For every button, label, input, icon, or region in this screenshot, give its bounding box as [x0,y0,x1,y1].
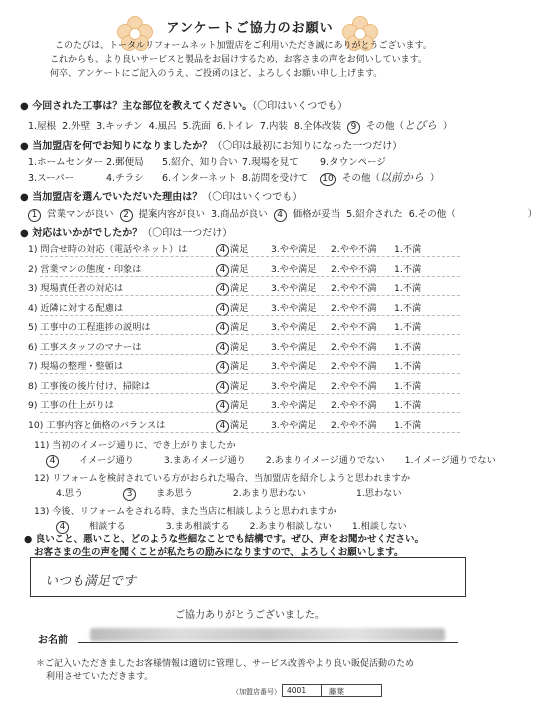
rating-option[interactable]: 1.不満 [394,302,422,314]
rating-question: 3) 現場責任者の対応は [28,283,124,294]
rating-question: 2) 営業マンの態度・印象は [28,263,142,275]
rating-question: 1) 問合せ時の対応（電話やネット）は [28,244,188,255]
rating-option[interactable]: 3.やや満足 [271,419,317,431]
rating-option[interactable]: 3.やや満足 [271,380,317,392]
row-separator [40,393,460,394]
rating-option[interactable]: 3.やや満足 [271,361,317,372]
rating-option[interactable]: 3.やや満足 [271,283,317,294]
row-separator [40,315,460,316]
circled-mark: 4 [216,342,229,355]
store-number: 4001 [287,686,307,695]
name-underline [78,642,458,643]
thanks-text: ご協力ありがとうございました。 [175,610,325,621]
intro-line: このたびは、トータルリフォームネット加盟店をご利用いただき誠にありがとうございます。 [55,41,432,51]
circled-mark: 4 [216,303,229,316]
name-field-redacted[interactable] [90,628,445,641]
q1-option[interactable]: 7.内装 [259,121,288,132]
question-4: ● 対応はいかがでしたか？（〇印は一つだけ） [20,228,233,239]
comment-prompt: お客さまの生の声を聞くことが私たちの励みになりますので、よろしくお願いします。 [34,547,404,558]
rating-option[interactable]: 2.やや不満 [331,400,377,411]
rating-option[interactable]: 4 満足 [216,358,248,374]
circled-mark: 4 [216,322,229,335]
rating-option[interactable]: 4 満足 [216,417,248,433]
circled-mark[interactable]: 4 [56,521,69,534]
rating-question: 7) 現場の整理・整頓は [28,361,124,372]
rating-option[interactable]: 3.やや満足 [271,400,317,411]
rating-option[interactable]: 4 満足 [216,397,248,413]
name-label: お名前 [38,635,68,646]
q2-option[interactable]: 3.スーパー [28,173,75,184]
q1-option[interactable]: 1.屋根 [28,121,57,132]
rating-option[interactable]: 1.不満 [394,283,422,294]
row-separator [40,334,460,335]
rating-option[interactable]: 1.不満 [394,244,422,255]
rating-option[interactable]: 1.不満 [394,263,422,275]
circled-mark[interactable]: 3 [123,488,136,501]
q13-options: 4 相談する 3.まあ相談する 2.あまり相談しない 1.相談しない [56,518,427,534]
privacy-note: ＊ご記入いただきましたお客様情報は適切に管理し、サービス改善やより良い販促活動のため [36,659,415,669]
q1-options: 1.屋根 2.外壁 3.キッチン 4.風呂 5.洗面 6.トイレ 7.内装 8.全体改装 9 その他（とびら ） [28,119,453,132]
row-separator [40,354,460,355]
handwritten-comment: いつも満足です [45,574,137,589]
q2-option[interactable]: 2.郵便局 [106,157,144,168]
rating-option[interactable]: 2.やや不満 [331,322,377,333]
rating-option[interactable]: 2.やや不満 [331,380,377,392]
row-separator [40,276,460,277]
rating-option[interactable]: 3.やや満足 [271,341,317,353]
rating-option[interactable]: 3.やや満足 [271,302,317,314]
privacy-note: 利用させていただきます。 [46,672,154,682]
rating-question: 6) 工事スタッフのマナーは [28,341,142,353]
q2-options-row1 [28,154,392,168]
rating-option[interactable]: 2.やや不満 [331,361,377,372]
q2-option-other[interactable]: その他（ [342,173,381,184]
question-1: ● 今回された工事は？主な部位を教えてください。（〇印はいくつでも） [20,101,348,112]
q1-option[interactable]: 8.全体改装 [293,121,341,132]
circled-mark: 4 [216,244,229,257]
row-separator [40,373,460,374]
q1-option[interactable]: 3.キッチン [96,121,143,132]
store-number-box [282,684,382,697]
handwritten-answer: 以前から [380,171,425,184]
question-3: ● 当加盟店を選んでいただいた理由は？（〇印はいくつでも） [20,192,303,203]
circled-mark[interactable]: 4 [274,209,287,222]
rating-option[interactable]: 1.不満 [394,380,422,392]
rating-question: 8) 工事後の後片付け、掃除は [28,380,151,392]
circled-mark: 4 [216,361,229,374]
page-title: アンケートご協力のお願い [166,21,334,36]
row-separator [40,256,460,257]
rating-option[interactable]: 4 満足 [216,280,248,296]
question-2: ● 当加盟店を何でお知りになりましたか？（〇印は最初にお知りになった一つだけ） [20,141,403,152]
q12-options: 4.思う 3 まあ思う 2.あまり思わない 1.思わない [56,488,402,499]
rating-option[interactable]: 4 満足 [216,378,248,394]
rating-option[interactable]: 1.不満 [394,400,422,411]
rating-option[interactable]: 2.やや不満 [331,302,377,314]
rating-option[interactable]: 1.不満 [394,419,422,431]
intro-line: 何卒、アンケートにご記入のうえ、ご投函のほど、よろしくお願い申し上げます。 [50,69,383,79]
rating-option[interactable]: 3.やや満足 [271,263,317,275]
rating-option[interactable]: 1.不満 [394,341,422,353]
q3-option[interactable]: 3.商品が良い [211,209,268,220]
q1-option[interactable]: 4.風呂 [148,121,177,132]
circled-mark[interactable]: 9 [347,121,360,134]
rating-option[interactable]: 2.やや不満 [331,263,377,275]
rating-question: 4) 近隣に対する配慮は [28,302,124,314]
question-13: 13) 今後、リフォームをされる時、また当店に相談しようと思われますか [34,506,337,517]
circled-mark: 4 [216,283,229,296]
rating-option[interactable]: 3.やや満足 [271,244,317,255]
row-separator [40,432,460,433]
q2-option[interactable]: 6.インターネット [162,173,237,184]
q11-options: 4 イメージ通り 3.まあイメージ通り 2.あまりイメージ通りでない 1.イメージ通りでない [46,452,516,468]
rating-option[interactable]: 2.やや不満 [331,341,377,353]
rating-option[interactable]: 4 満足 [216,261,248,277]
q1-option[interactable]: 6.トイレ [216,121,254,132]
q2-option[interactable]: 5.紹介、知り合い [162,157,238,168]
question-11: 11) 当初のイメージ通りに、でき上がりましたか [34,440,236,451]
q2-option[interactable]: 4.チラシ [106,173,144,184]
comment-prompt: ● 良いこと、悪いこと、どのような些細なことでも結構です。ぜひ、声をお聞かせください。 [24,534,424,545]
rating-option[interactable]: 2.やや不満 [331,283,377,294]
q2-option[interactable]: 7.現場を見て [242,157,299,168]
rating-option[interactable]: 3.やや満足 [271,322,317,333]
rating-option[interactable]: 4 満足 [216,300,248,316]
q1-option[interactable]: 5.洗面 [182,121,211,132]
rating-option[interactable]: 4 満足 [216,339,248,355]
q3-option[interactable]: 価格が妥当 [292,209,341,220]
q2-option[interactable]: 9.タウンページ [320,157,386,168]
q3-option[interactable]: 6.その他（ [408,209,456,220]
q2-options-row2: 3.スーパー 4.チラシ 6.インターネット 8.訪問を受けて 10 その他（以前から ） [28,171,440,184]
circled-mark[interactable]: 4 [46,455,59,468]
circled-mark[interactable]: 2 [120,209,133,222]
handwritten-answer: とびら [403,119,437,132]
rating-option[interactable]: 2.やや不満 [331,244,377,255]
q2-option[interactable]: 8.訪問を受けて [242,173,309,184]
circled-mark: 4 [216,400,229,413]
store-number-label: （加盟店番号） [232,688,281,696]
q1-option-other[interactable]: その他（ [365,121,404,132]
circled-mark[interactable]: 1 [28,209,41,222]
q3-option[interactable]: 提案内容が良い [138,209,206,220]
row-separator [40,295,460,296]
rating-option[interactable]: 4 満足 [216,241,248,257]
q3-option[interactable]: 5.紹介された [346,209,403,220]
rating-question: 5) 工事中の工程進捗の説明は [28,322,151,333]
row-separator [40,412,460,413]
q1-option[interactable]: 2.外壁 [62,121,91,132]
q3-option[interactable]: 営業マンが良い [47,209,114,220]
rating-option[interactable]: 4 満足 [216,319,248,335]
rating-option[interactable]: 1.不満 [394,322,422,333]
q3-options: 1 営業マンが良い 2 提案内容が良い 3.商品が良い 4 価格が妥当 5.紹介された 6.その他（ ） [28,206,543,222]
circled-mark[interactable]: 10 [320,173,336,186]
rating-question: 9) 工事の仕上がりは [28,400,114,411]
q2-option[interactable]: 1.ホームセンター [28,157,104,168]
store-name: 藤葉 [329,687,344,696]
rating-option[interactable]: 2.やや不満 [331,419,377,431]
question-12: 12) リフォームを検討されている方がおられた場合、当加盟店を紹介しようと思われますか [34,473,411,484]
rating-question: 10) 工事内容と価格のバランスは [28,419,166,431]
circled-mark: 4 [216,381,229,394]
circled-mark: 4 [216,264,229,277]
intro-line: これからも、より良いサービスと製品をお届けするため、お客さまの声をお伺いしています。 [50,55,427,65]
rating-option[interactable]: 1.不満 [394,361,422,372]
circled-mark: 4 [216,420,229,433]
